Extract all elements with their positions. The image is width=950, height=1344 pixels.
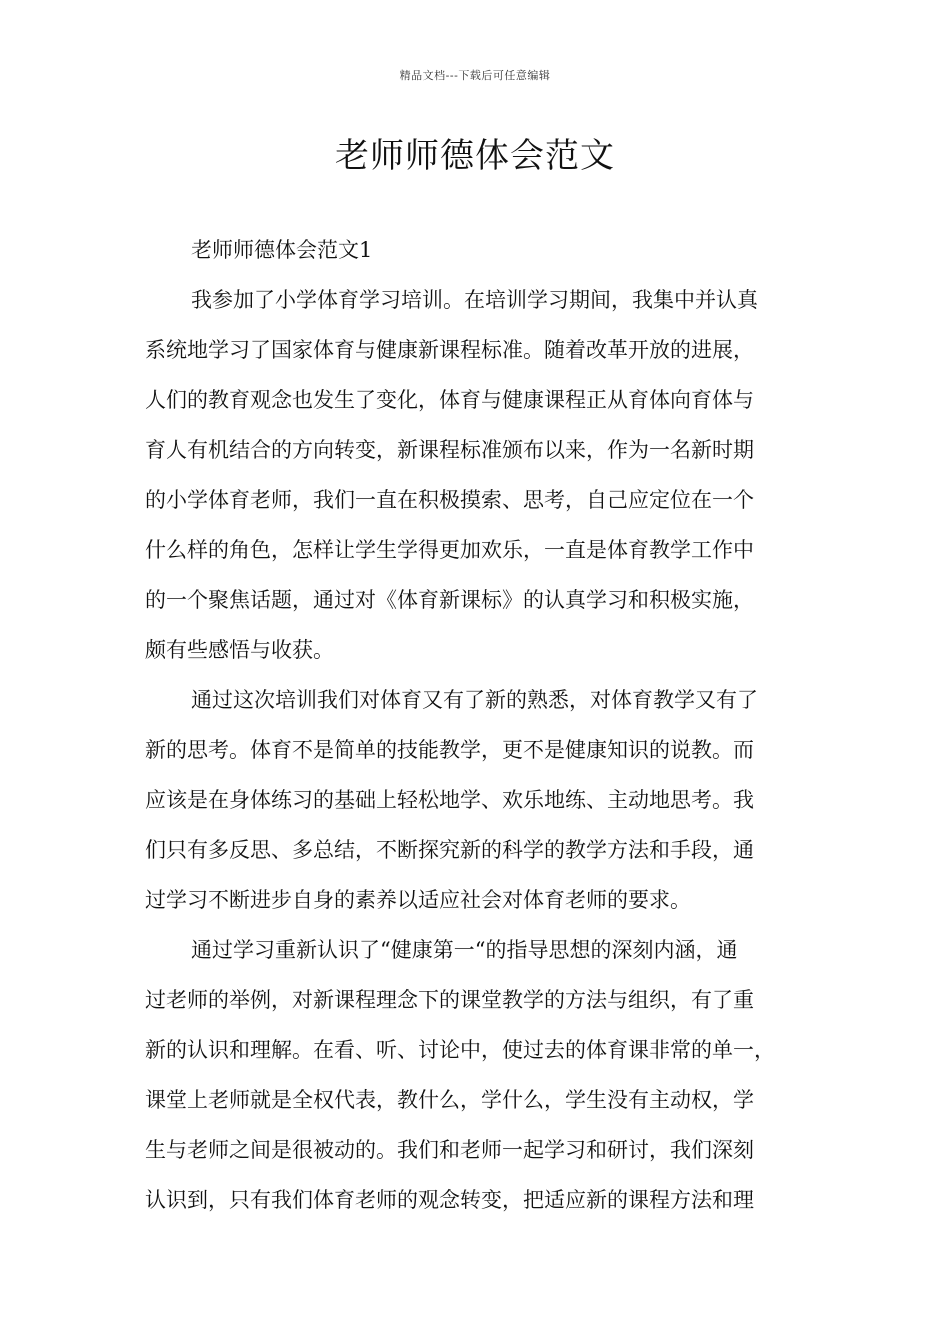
paragraph-line: 什么样的角色，怎样让学生学得更加欢乐，一直是体育教学工作中 <box>145 538 754 562</box>
paragraph-line: 新的认识和理解。在看、听、讨论中，使过去的体育课非常的单一， <box>145 1038 775 1062</box>
document-title: 老师师德体会范文 <box>335 136 615 176</box>
paragraph-line: 课堂上老师就是全权代表，教什么，学什么，学生没有主动权，学 <box>145 1088 754 1112</box>
paragraph-line: 们只有多反思、多总结，不断探究新的科学的教学方法和手段，通 <box>145 838 754 862</box>
paragraph <box>145 275 807 675</box>
paragraph-line: 过学习不断进步自身的素养以适应社会对体育老师的要求。 <box>145 888 691 912</box>
section-heading: 老师师德体会范文1 <box>191 238 373 262</box>
paragraph-line: 颇有些感悟与收获。 <box>145 638 334 662</box>
paragraph-line: 新的思考。体育不是简单的技能教学，更不是健康知识的说教。而 <box>145 738 754 762</box>
paragraph-line: 的一个聚焦话题，通过对《体育新课标》的认真学习和积极实施， <box>145 588 754 612</box>
paragraph-line: 系统地学习了国家体育与健康新课程标准。随着改革开放的进展， <box>145 338 754 362</box>
paragraph <box>145 925 807 1225</box>
paragraph-line: 通过学习重新认识了“健康第一“的指导思想的深刻内涵，通 <box>191 938 738 962</box>
paragraph-line: 通过这次培训我们对体育又有了新的熟悉，对体育教学又有了 <box>191 688 758 712</box>
paragraph-line: 育人有机结合的方向转变，新课程标准颁布以来，作为一名新时期 <box>145 438 754 462</box>
header-note: 精品文档---下载后可任意编辑 <box>399 69 551 82</box>
paragraph <box>145 675 807 925</box>
paragraph-line: 生与老师之间是很被动的。我们和老师一起学习和研讨，我们深刻 <box>145 1138 754 1162</box>
paragraph-line: 认识到，只有我们体育老师的观念转变，把适应新的课程方法和理 <box>145 1188 754 1212</box>
paragraph-line: 人们的教育观念也发生了变化，体育与健康课程正从育体向育体与 <box>145 388 754 412</box>
document-body <box>145 225 807 1225</box>
paragraph-line: 应该是在身体练习的基础上轻松地学、欢乐地练、主动地思考。我 <box>145 788 754 812</box>
paragraph-line: 过老师的举例，对新课程理念下的课堂教学的方法与组织，有了重 <box>145 988 754 1012</box>
paragraph-line: 的小学体育老师，我们一直在积极摸索、思考，自己应定位在一个 <box>145 488 754 512</box>
paragraph-line: 我参加了小学体育学习培训。在培训学习期间，我集中并认真 <box>191 288 758 312</box>
